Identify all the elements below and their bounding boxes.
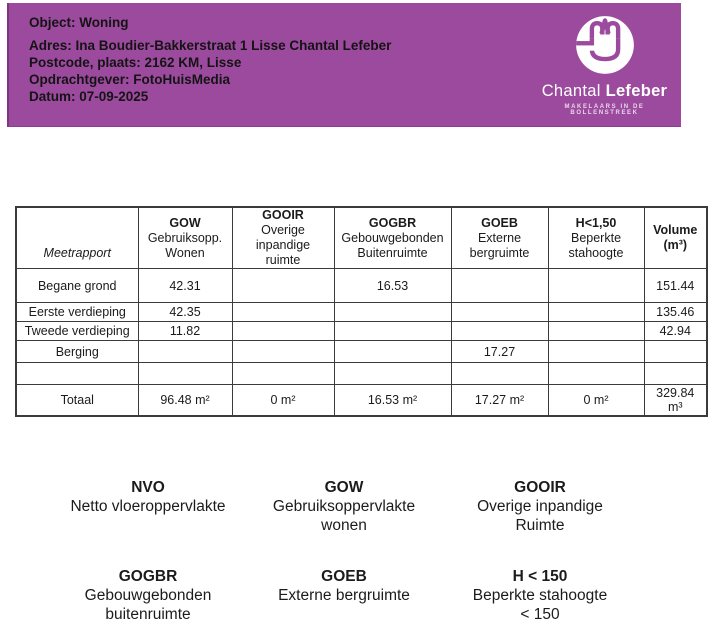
cell-h150 [548,303,644,322]
cell-gooir [232,303,334,322]
legend-line: < 150 [520,606,560,623]
cell-gow: 11.82 [138,322,232,341]
cell-gooir [232,341,334,363]
legend-item-gow [246,478,442,535]
legend-line: Beperkte stahoogte [472,587,608,604]
goeb-sub2: bergruimte [469,245,530,260]
table-row-eerste-verdieping [16,303,707,322]
legend-abbr: H < 150 [512,568,568,585]
legend-line: Gebruiksoppervlakte [272,498,416,515]
legend-line: buitenruimte [105,606,191,623]
total-volume: 329.84 m³ [644,385,707,416]
row-label [16,363,138,385]
cell-goeb [451,269,548,303]
company-name-regular: Chantal [541,82,606,100]
legend-abbr: GOOIR [514,479,566,496]
adres-line: Adres: Ina Boudier-Bakkerstraat 1 Lisse Chantal Lefeber [29,38,392,53]
legend-item-gogbr [50,567,246,624]
cell-gow [138,341,232,363]
legend-abbr: NVO [131,479,165,496]
column-header-h150 [548,207,644,269]
cell-gogbr [334,341,451,363]
legend-line: wonen [321,517,367,534]
volume-unit: (m³) [663,238,688,252]
cell-gow: 42.35 [138,303,232,322]
cell-volume: 151.44 [644,269,707,303]
opdrachtgever-line: Opdrachtgever: FotoHuisMedia [29,72,231,87]
table-row-totaal [16,385,707,416]
volume-abbr: Volume [653,223,698,237]
gow-abbr: GOW [169,215,201,230]
cell-goeb [451,322,548,341]
gooir-sub1: Overige inpandige [255,223,311,252]
total-gow: 96.48 m² [138,385,232,416]
cell-gogbr [334,363,451,385]
gooir-sub2: ruimte [265,253,301,267]
abbreviation-legend [50,478,638,624]
legend-line: Externe bergruimte [278,587,410,604]
cell-goeb: 17.27 [451,341,548,363]
row-label: Begane grond [16,269,138,303]
postcode-line: Postcode, plaats: 2162 KM, Lisse [29,55,242,70]
cell-volume: 135.46 [644,303,707,322]
cell-h150 [548,341,644,363]
cell-gooir [232,322,334,341]
h150-abbr: H<1,50 [575,215,617,230]
cell-gow: 42.31 [138,269,232,303]
legend-abbr: GOEB [321,568,367,585]
company-name [532,82,677,101]
gow-sub2: Wonen [165,245,205,260]
total-gogbr: 16.53 m² [334,385,451,416]
cell-volume [644,363,707,385]
legend-abbr: GOGBR [118,568,178,585]
cell-goeb [451,363,548,385]
column-header-meetrapport: Meetrapport [16,207,138,269]
column-header-gooir [232,207,334,269]
table-row-begane-grond [16,269,707,303]
legend-item-gooir [442,478,638,535]
datum-line: Datum: 07-09-2025 [29,89,149,104]
tulip-icon [570,10,640,80]
gooir-abbr: GOOIR [262,208,304,222]
total-label: Totaal [16,385,138,416]
row-label: Eerste verdieping [16,303,138,322]
table-header-row [16,207,707,269]
meetrapport-table [15,206,708,417]
table-row-empty [16,363,707,385]
cell-gogbr: 16.53 [334,269,451,303]
column-header-goeb [451,207,548,269]
column-header-gow [138,207,232,269]
table-row-berging [16,341,707,363]
cell-h150 [548,363,644,385]
company-name-bold: Lefeber [605,82,668,100]
h150-sub1: Beperkte [570,230,622,245]
legend-item-h150 [442,567,638,624]
total-goeb: 17.27 m² [451,385,548,416]
cell-gogbr [334,303,451,322]
column-header-volume [644,207,707,269]
h150-sub2: stahoogte [568,245,624,260]
column-header-gogbr [334,207,451,269]
cell-gogbr [334,322,451,341]
row-label: Tweede verdieping [16,322,138,341]
cell-gooir [232,363,334,385]
table-row-tweede-verdieping [16,322,707,341]
total-h150: 0 m² [548,385,644,416]
legend-line: Overige inpandige [477,498,603,515]
property-info-header [7,3,681,127]
gow-sub1: Gebruiksopp. [147,230,223,245]
legend-line: Gebouwgebonden [84,587,212,604]
legend-item-goeb [246,567,442,624]
cell-goeb [451,303,548,322]
company-logo [532,10,677,116]
cell-gooir [232,269,334,303]
cell-volume [644,341,707,363]
total-gooir: 0 m² [232,385,334,416]
row-label: Berging [16,341,138,363]
gogbr-sub2: Buitenruimte [357,245,428,260]
cell-h150 [548,322,644,341]
cell-gow [138,363,232,385]
legend-line: Ruimte [515,517,565,534]
company-tagline: MAKELAARS IN DE BOLLENSTREEK [564,104,645,116]
cell-volume: 42.94 [644,322,707,341]
legend-line: Netto vloeroppervlakte [70,498,226,515]
legend-abbr: GOW [324,479,364,496]
gogbr-sub1: Gebouwgebonden [341,230,444,245]
gogbr-abbr: GOGBR [368,215,417,230]
goeb-sub1: Externe [477,230,522,245]
goeb-abbr: GOEB [481,215,518,230]
object-line: Object: Woning [29,15,129,30]
legend-item-nvo [50,478,246,535]
cell-h150 [548,269,644,303]
